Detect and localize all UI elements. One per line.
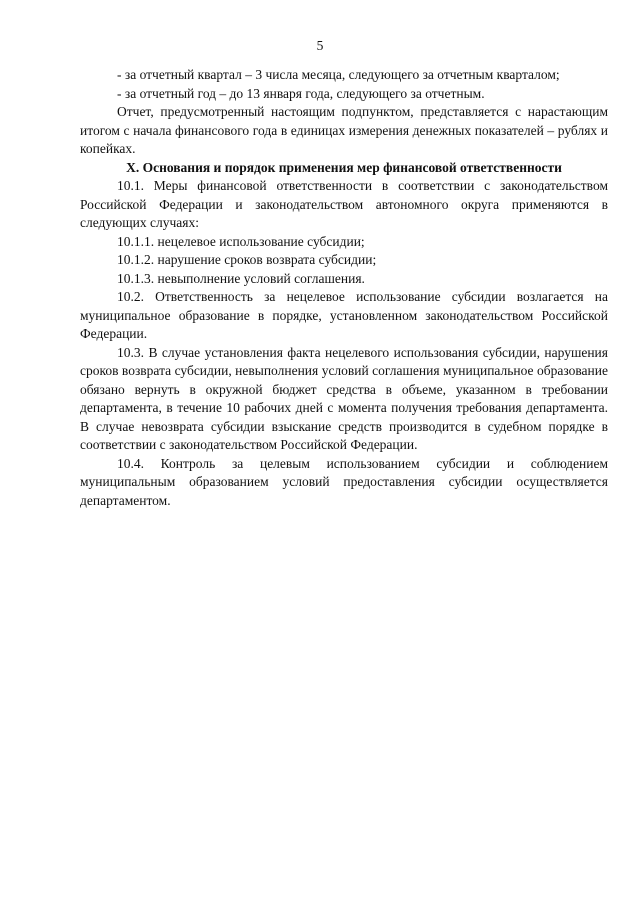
paragraph-10-3: 10.3. В случае установления факта нецелевого использования субсидии, нарушения сроков возврата субсидии, невыполнения условий соглашения муниципальное образование обязано вернуть в окружной бюджет средства в объеме, указанном в требовании департамента, в течение 10 рабочих дней с момента получения требования департамента. В случае невозврата субсидии взыскание средств производится в судебном порядке в соответствии с законодательством Российской Федерации. <box>80 344 608 452</box>
report-paragraph: Отчет, предусмотренный настоящим подпунктом, представляется с нарастающим итогом с начала финансового года в единицах измерения денежных показателей – рублях и копейках. <box>80 104 608 156</box>
item-10-1-2: 10.1.2. нарушение сроков возврата субсидии; <box>117 252 377 267</box>
deadline-quarter: - за отчетный квартал – 3 числа месяца, следующего за отчетным кварталом; <box>117 67 560 82</box>
paragraph-10-4: 10.4. Контроль за целевым использованием субсидии и соблюдением муниципальным образованием условий предоставления субсидии осуществляется департаментом. <box>80 455 608 508</box>
item-10-1-1: 10.1.1. нецелевое использование субсидии; <box>117 233 365 249</box>
deadline-year: - за отчетный год – до 13 января года, следующего за отчетным. <box>117 85 485 101</box>
item-10-1-3: 10.1.3. невыполнение условий соглашения. <box>117 270 365 286</box>
page-number: 5 <box>316 38 324 53</box>
paragraph-10-2: 10.2. Ответственность за нецелевое использование субсидии возлагается на муниципальное образование в порядке, установленном законодательством Российской Федерации. <box>80 289 608 341</box>
section-heading: X. Основания и порядок применения мер финансовой ответственности <box>126 159 562 175</box>
paragraph-10-1: 10.1. Меры финансовой ответственности в соответствии с законодательством Российской Федерации и законодательством автономного округа применяются в следующих случаях: <box>80 178 608 230</box>
page-content <box>80 66 608 510</box>
